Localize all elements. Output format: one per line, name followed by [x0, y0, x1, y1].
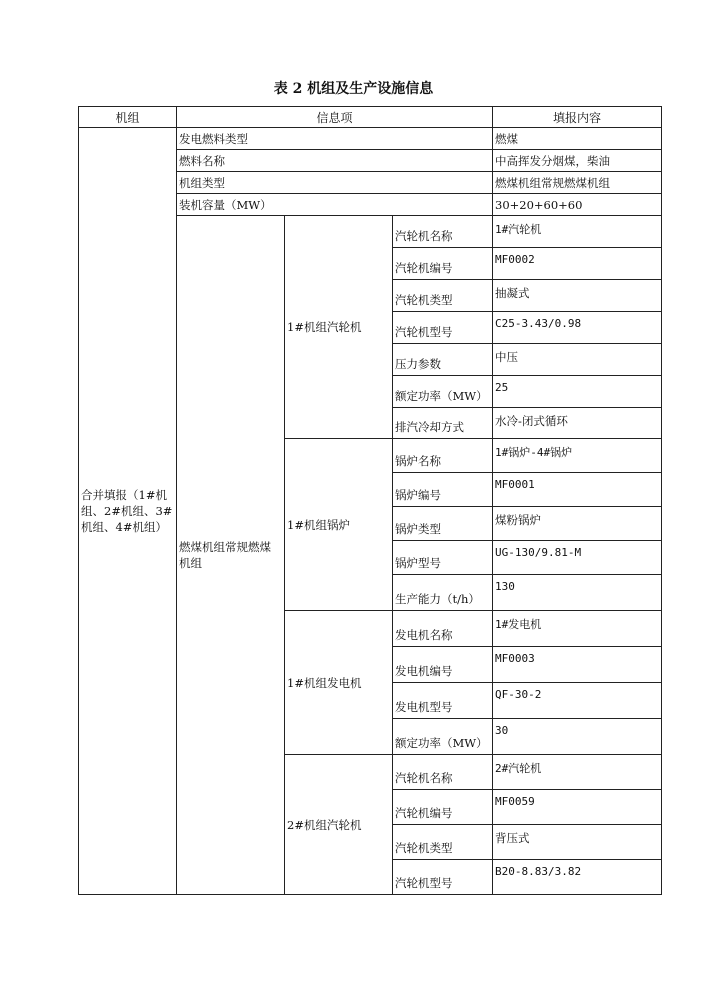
item-label: 汽轮机型号: [393, 312, 493, 344]
basic-label: 机组类型: [177, 172, 493, 194]
item-value: 煤粉锅炉: [493, 507, 662, 541]
item-value: 背压式: [493, 825, 662, 860]
item-value: 30: [493, 719, 662, 755]
item-value: MF0059: [493, 790, 662, 825]
item-value: 25: [493, 376, 662, 408]
item-label: 汽轮机编号: [393, 790, 493, 825]
basic-label: 燃料名称: [177, 150, 493, 172]
basic-value: 燃煤机组常规燃煤机组: [493, 172, 662, 194]
header-content: 填报内容: [493, 107, 662, 128]
item-label: 锅炉编号: [393, 473, 493, 507]
item-label: 锅炉类型: [393, 507, 493, 541]
item-value: C25-3.43/0.98: [493, 312, 662, 344]
item-value: 2#汽轮机: [493, 755, 662, 790]
item-value: MF0001: [493, 473, 662, 507]
item-value: MF0003: [493, 647, 662, 683]
basic-value: 中高挥发分烟煤，柴油: [493, 150, 662, 172]
item-label: 额定功率（MW）: [393, 376, 493, 408]
item-value: 抽凝式: [493, 280, 662, 312]
item-label: 汽轮机编号: [393, 248, 493, 280]
basic-value: 30+20+60+60: [493, 194, 662, 216]
item-label: 发电机名称: [393, 611, 493, 647]
item-label: 额定功率（MW）: [393, 719, 493, 755]
item-label: 汽轮机名称: [393, 755, 493, 790]
item-value: 中压: [493, 344, 662, 376]
basic-label: 发电燃料类型: [177, 128, 493, 150]
item-value: 1#汽轮机: [493, 216, 662, 248]
item-label: 汽轮机型号: [393, 860, 493, 895]
item-label: 发电机型号: [393, 683, 493, 719]
item-label: 汽轮机名称: [393, 216, 493, 248]
unit-type-cell: 燃煤机组常规燃煤机组: [177, 216, 285, 895]
item-label: 锅炉型号: [393, 541, 493, 575]
group-name: 1#机组汽轮机: [285, 216, 393, 439]
group-name: 1#机组锅炉: [285, 439, 393, 611]
item-value: QF-30-2: [493, 683, 662, 719]
unit-name-cell: 合并填报（1#机组、2#机组、3#机组、4#机组）: [79, 128, 177, 895]
item-value: 130: [493, 575, 662, 611]
item-label: 发电机编号: [393, 647, 493, 683]
unit-info-table: [78, 106, 662, 895]
item-value: 1#发电机: [493, 611, 662, 647]
item-label: 生产能力（t/h）: [393, 575, 493, 611]
item-label: 汽轮机类型: [393, 280, 493, 312]
item-value: MF0002: [493, 248, 662, 280]
item-label: 锅炉名称: [393, 439, 493, 473]
table-title: 表 2 机组及生产设施信息: [273, 81, 434, 97]
item-value: 1#锅炉-4#锅炉: [493, 439, 662, 473]
item-value: 水冷-闭式循环: [493, 408, 662, 439]
basic-label: 装机容量（MW）: [177, 194, 493, 216]
item-label: 压力参数: [393, 344, 493, 376]
header-unit: 机组: [79, 107, 177, 128]
header-row: [79, 107, 662, 128]
group-name: 2#机组汽轮机: [285, 755, 393, 895]
group-name: 1#机组发电机: [285, 611, 393, 755]
item-value: UG-130/9.81-M: [493, 541, 662, 575]
item-label: 汽轮机类型: [393, 825, 493, 860]
header-info: 信息项: [177, 107, 493, 128]
item-label: 排汽冷却方式: [393, 408, 493, 439]
basic-row: [79, 128, 662, 150]
item-value: B20-8.83/3.82: [493, 860, 662, 895]
basic-value: 燃煤: [493, 128, 662, 150]
